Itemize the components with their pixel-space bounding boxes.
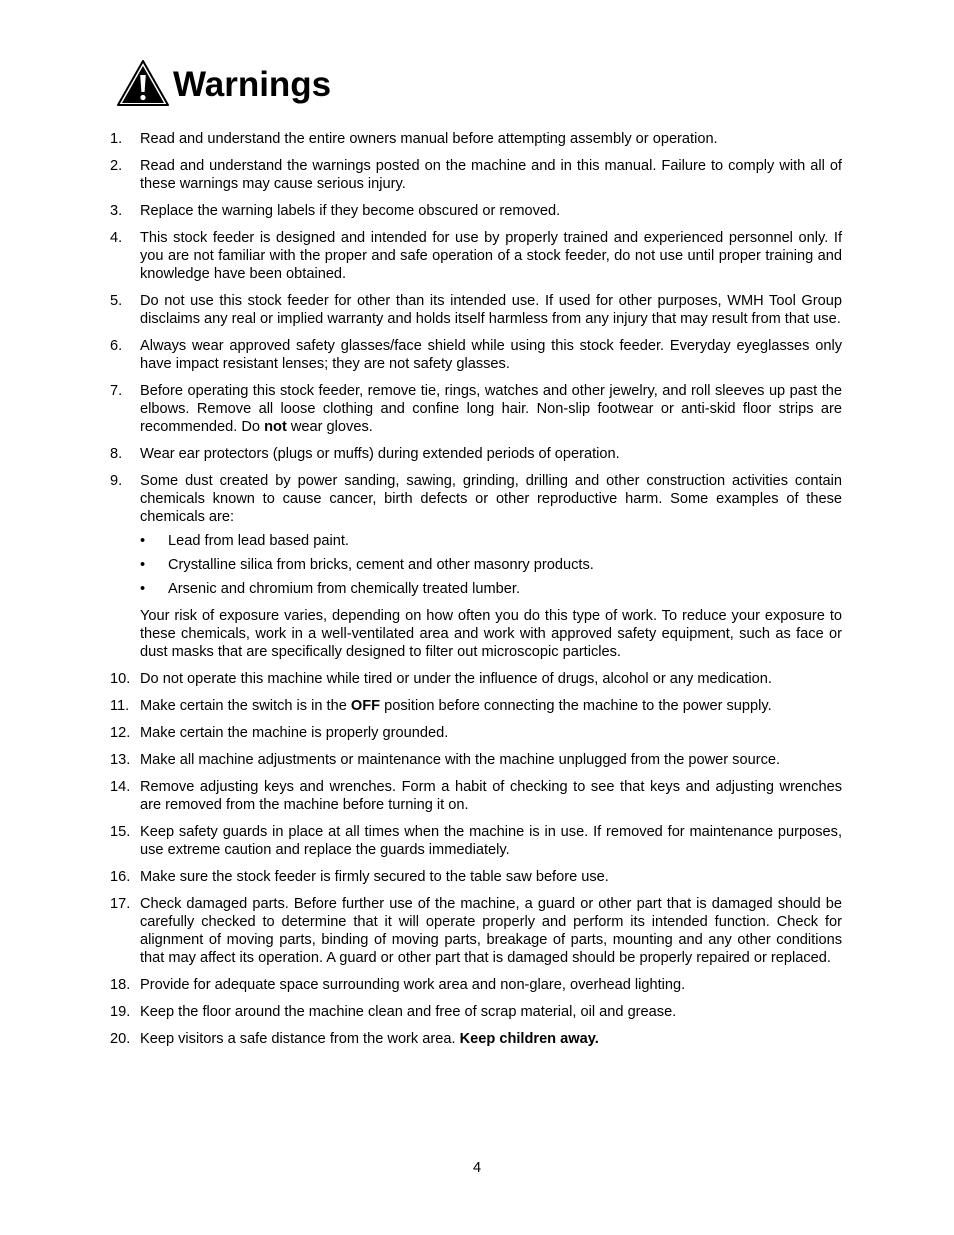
chemical-list-item bbox=[140, 532, 842, 550]
item-text-content: Replace the warning labels if they become obscured or removed. bbox=[140, 203, 561, 219]
item-text-pre: Make certain the switch is in the bbox=[140, 698, 351, 714]
item-text-content: Keep safety guards in place at all times when the machine is in use. If removed for maintenance purposes, use extreme caution and replace the guards immediately. bbox=[140, 824, 842, 858]
item-text-content: Check damaged parts. Before further use of the machine, a guard or other part that is damaged should be carefully checked to determine that it will operate properly and perform its intended function. Check for alignment of moving parts, binding of moving parts, breakage of parts, mounting and any other conditions that may affect its operation. A guard or other part that is damaged should be properly repaired or replaced. bbox=[140, 896, 842, 966]
item-text-content: Read and understand the warnings posted on the machine and in this manual. Failure to comply with all of these warnings may cause serious injury. bbox=[140, 158, 842, 192]
item-text-content: This stock feeder is designed and intended for use by properly trained and experienced personnel only. If you are not familiar with the proper and safe operation of a stock feeder, do not use until proper training and knowledge have been obtained. bbox=[140, 230, 842, 282]
item-number: 12. bbox=[110, 725, 131, 741]
chemical-list-text: Lead from lead based paint. bbox=[168, 533, 349, 549]
item-number: 17. bbox=[110, 896, 131, 912]
item-number: 20. bbox=[110, 1031, 131, 1047]
warning-item bbox=[110, 130, 842, 148]
warning-triangle-icon bbox=[115, 58, 171, 108]
item-number: 10. bbox=[110, 671, 131, 687]
item-text-content: Always wear approved safety glasses/face shield while using this stock feeder. Everyday eyeglasses only have impact resistant lenses; they are not safety glasses. bbox=[140, 338, 842, 372]
chemical-list-text: Arsenic and chromium from chemically treated lumber. bbox=[168, 581, 521, 597]
warning-item bbox=[110, 778, 842, 814]
item-text bbox=[140, 337, 842, 373]
item-text-content: Keep the floor around the machine clean and free of scrap material, oil and grease. bbox=[140, 1004, 677, 1020]
chemical-list-item bbox=[140, 556, 842, 574]
warning-item bbox=[110, 202, 842, 220]
item-text-bold: Keep children away. bbox=[459, 1031, 599, 1047]
item-number: 4. bbox=[110, 230, 123, 246]
item-number: 7. bbox=[110, 383, 123, 399]
item-text-content: Make all machine adjustments or maintenance with the machine unplugged from the power source. bbox=[140, 752, 781, 768]
warnings-list bbox=[110, 130, 842, 1057]
item-text-pre: Keep visitors a safe distance from the work area. bbox=[140, 1031, 460, 1047]
chemical-list-text: Crystalline silica from bricks, cement and other masonry products. bbox=[168, 557, 594, 573]
item-text-content: Make certain the machine is properly grounded. bbox=[140, 725, 449, 741]
item-text-content: Provide for adequate space surrounding work area and non-glare, overhead lighting. bbox=[140, 977, 686, 993]
warning-item bbox=[110, 868, 842, 886]
warning-item bbox=[110, 751, 842, 769]
item-number: 15. bbox=[110, 824, 131, 840]
item-text-content: Some dust created by power sanding, sawing, grinding, drilling and other construction activities contain chemicals known to cause cancer, birth defects or other reproductive harm. Some examples of these chemicals are: bbox=[140, 473, 842, 525]
item-number: 18. bbox=[110, 977, 131, 993]
item-text-post: position before connecting the machine to the power supply. bbox=[380, 698, 772, 714]
item-number: 6. bbox=[110, 338, 123, 354]
item-text bbox=[140, 130, 842, 148]
item-text bbox=[140, 1003, 842, 1021]
item-text bbox=[140, 229, 842, 283]
item-text bbox=[140, 472, 842, 661]
warning-item bbox=[110, 895, 842, 967]
item-number: 19. bbox=[110, 1004, 131, 1020]
page-number: 4 bbox=[472, 1160, 482, 1176]
item-text bbox=[140, 724, 842, 742]
item-text-bold: OFF bbox=[350, 698, 381, 714]
warning-item bbox=[110, 472, 842, 661]
warning-item bbox=[110, 157, 842, 193]
item-number: 16. bbox=[110, 869, 131, 885]
item-number: 1. bbox=[110, 131, 123, 147]
item-text-content: Make sure the stock feeder is firmly secured to the table saw before use. bbox=[140, 869, 609, 885]
chemical-list-item bbox=[140, 580, 842, 598]
warning-item bbox=[110, 337, 842, 373]
item-number: 11. bbox=[110, 698, 130, 714]
warning-item bbox=[110, 724, 842, 742]
item-number: 13. bbox=[110, 752, 131, 768]
item-number: 14. bbox=[110, 779, 131, 795]
item-text bbox=[140, 697, 842, 715]
item-text bbox=[140, 823, 842, 859]
item-number: 3. bbox=[110, 203, 123, 219]
warning-item bbox=[110, 1003, 842, 1021]
page-title: Warnings bbox=[173, 64, 332, 104]
warning-item bbox=[110, 697, 842, 715]
item-text-content: Do not use this stock feeder for other than its intended use. If used for other purposes, WMH Tool Group disclaims any real or implied warranty and holds itself harmless from any injury that may result from that use. bbox=[140, 293, 842, 327]
page-heading bbox=[115, 57, 331, 109]
item-number: 2. bbox=[110, 158, 123, 174]
warning-item bbox=[110, 1030, 842, 1048]
warning-item bbox=[110, 292, 842, 328]
item-text bbox=[140, 751, 842, 769]
bullet-icon: • bbox=[140, 533, 146, 549]
item-text bbox=[140, 382, 842, 436]
item-text-content: Wear ear protectors (plugs or muffs) during extended periods of operation. bbox=[140, 446, 620, 462]
warning-item bbox=[110, 382, 842, 436]
warning-item bbox=[110, 445, 842, 463]
chemical-list bbox=[140, 532, 842, 598]
item-text bbox=[140, 868, 842, 886]
item-text bbox=[140, 292, 842, 328]
item-text-content: Do not operate this machine while tired or under the influence of drugs, alcohol or any medication. bbox=[140, 671, 772, 687]
item-text bbox=[140, 1030, 842, 1048]
item-number: 5. bbox=[110, 293, 123, 309]
exposure-paragraph: Your risk of exposure varies, depending on how often you do this type of work. To reduce your exposure to these chemicals, work in a well-ventilated area and work with approved safety equipment, such as face or dust masks that are specifically designed to filter out microscopic particles. bbox=[140, 608, 842, 660]
item-text-content: Read and understand the entire owners manual before attempting assembly or operation. bbox=[140, 131, 718, 147]
item-text-bold: not bbox=[264, 419, 287, 435]
item-number: 9. bbox=[110, 473, 123, 489]
item-text-content: Remove adjusting keys and wrenches. Form a habit of checking to see that keys and adjusting wrenches are removed from the machine before turning it on. bbox=[140, 779, 842, 813]
item-text bbox=[140, 670, 842, 688]
item-text-pre: Before operating this stock feeder, remove tie, rings, watches and other jewelry, and roll sleeves up past the elbows. Remove all loose clothing and confine long hair. Non-slip footwear or anti-skid floor strips are recommended. Do bbox=[140, 383, 842, 435]
item-text bbox=[140, 976, 842, 994]
warning-item bbox=[110, 670, 842, 688]
item-text bbox=[140, 778, 842, 814]
warning-item bbox=[110, 823, 842, 859]
warning-item bbox=[110, 229, 842, 283]
item-text bbox=[140, 895, 842, 967]
warning-item bbox=[110, 976, 842, 994]
item-text bbox=[140, 157, 842, 193]
item-text-post: wear gloves. bbox=[286, 419, 373, 435]
item-text bbox=[140, 445, 842, 463]
item-number: 8. bbox=[110, 446, 123, 462]
bullet-icon: • bbox=[140, 581, 146, 597]
bullet-icon: • bbox=[140, 557, 146, 573]
item-text bbox=[140, 202, 842, 220]
